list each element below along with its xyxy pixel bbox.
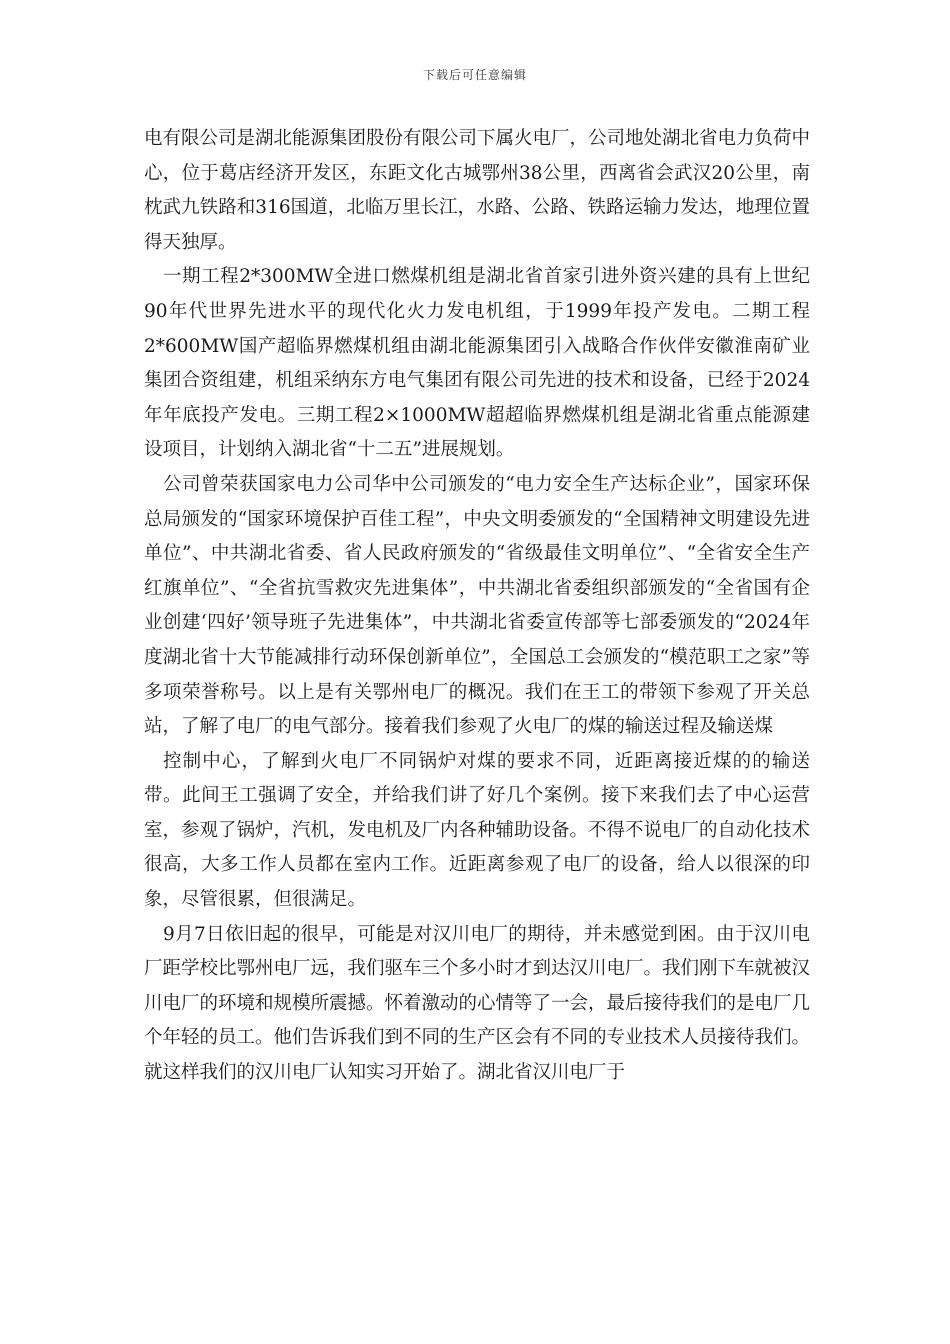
paragraph-2: 一期工程2*300MW全进口燃煤机组是湖北省首家引进外资兴建的具有上世纪90年代世界先进水平的现代化火力发电机组，于1999年投产发电。二期工程2*600MW国产超临界燃煤机组由湖北能源集团引入战略合作伙伴安徽淮南矿业集团合资组建，机组采纳东方电气集团有限公司先进的技术和设备，已经于2024年年底投产发电。三期工程2×1000MW超超临界燃煤机组是湖北省重点能源建设项目，计划纳入湖北省“十二五”进展规划。 xyxy=(144,266,810,461)
document-body xyxy=(144,122,810,1091)
paragraph-5: 9月7日依旧起的很早，可能是对汉川电厂的期待，并未感觉到困。由于汉川电厂距学校比鄂州电厂远，我们驱车三个多小时才到达汉川电厂。我们刚下车就被汉川电厂的环境和规模所震撼。怀着激动的心情等了一会，最后接待我们的是电厂几个年轻的员工。他们告诉我们到不同的生产区会有不同的专业技术人员接待我们。就这样我们的汉川电厂认知实习开始了。湖北省汉川电厂于 xyxy=(144,923,811,1084)
paragraph-3: 公司曾荣获国家电力公司华中公司颁发的“电力安全生产达标企业”，国家环保总局颁发的“国家环境保护百佳工程”，中央文明委颁发的“全国精神文明建设先进单位”、中共湖北省委、省人民政府颁发的“省级最佳文明单位”、“全省安全生产红旗单位”、“全省抗雪救灾先进集体”，中共湖北省委组织部颁发的“全省国有企业创建‘四好’领导班子先进集体”，中共湖北省委宣传部等七部委颁发的“2024年度湖北省十大节能减排行动环保创新单位”，全国总工会颁发的“模范职工之家”等多项荣誉称号。以上是有关鄂州电厂的概况。我们在王工的带领下参观了开关总站，了解了电厂的电气部分。接着我们参观了火电厂的煤的输送过程及输送煤 xyxy=(144,473,810,738)
paragraph-1: 电有限公司是湖北能源集团股份有限公司下属火电厂，公司地处湖北省电力负荷中心，位于葛店经济开发区，东距文化古城鄂州38公里，西离省会武汉20公里，南枕武九铁路和316国道，北临万里长江，水路、公路、铁路运输力发达，地理位置得天独厚。 xyxy=(144,128,811,253)
paragraph-4: 控制中心，了解到火电厂不同锅炉对煤的要求不同，近距离接近煤的的输送带。此间王工强调了安全，并给我们讲了好几个案例。接下来我们去了中心运营室，参观了锅炉，汽机，发电机及厂内各种辅助设备。不得不说电厂的自动化技术很高，大多工作人员都在室内工作。近距离参观了电厂的设备，给人以很深的印象，尽管很累，但很满足。 xyxy=(144,750,811,911)
page-header: 下载后可任意编辑 xyxy=(422,68,527,82)
